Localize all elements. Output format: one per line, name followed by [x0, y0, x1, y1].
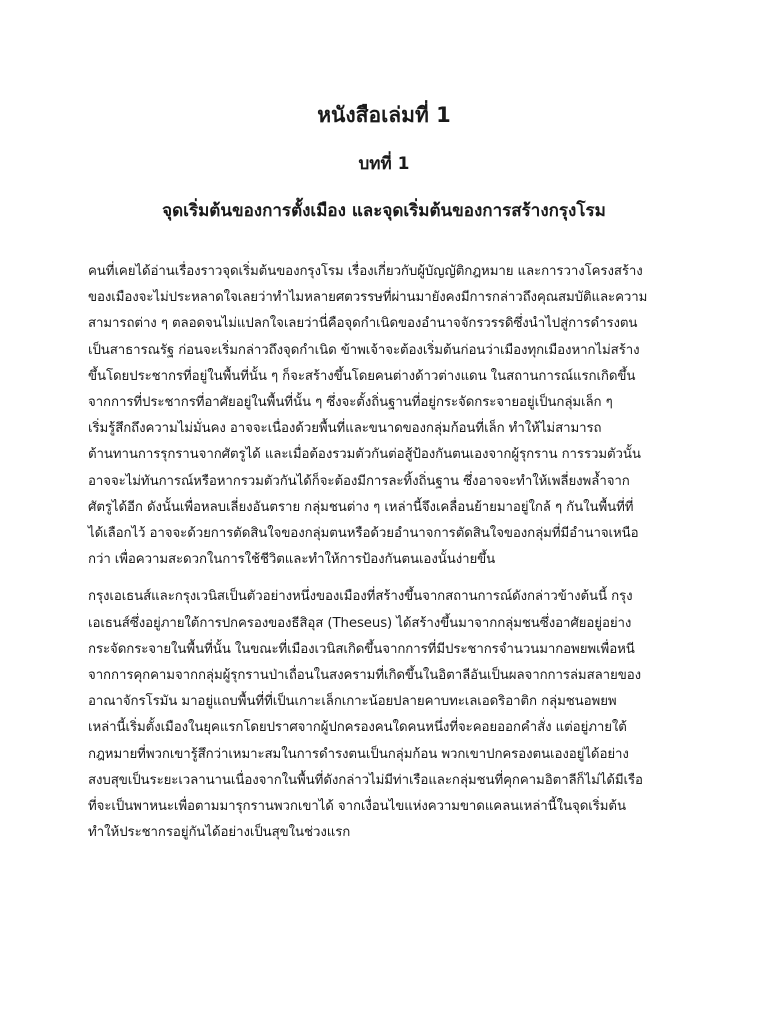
text-line: คนที่เคยได้อ่านเรื่องราวจุดเริ่มต้นของกรุงโรม เรื่องเกี่ยวกับผู้บัญญัติกฎหมาย และการวางโครงสร้าง [88, 264, 643, 279]
paragraph-2 [88, 584, 688, 846]
text-line: อาณาจักรโรมัน มาอยู่แถบพื้นที่ที่เป็นเกาะเล็กเกาะน้อยปลายคาบทะเลเอดริอาติก กลุ่มชนอพยพ [88, 694, 617, 710]
text-line: เอเธนส์ซึ่งอยู่ภายใต้การปกครองของธีสิอุส (Theseus) ได้สร้างขึ้นมาจากกลุ่มชนซึ่งอาศัยอยู่อย่าง [88, 615, 632, 631]
text-line: กระจัดกระจายในพื้นที่นั้น ในขณะที่เมืองเวนิสเกิดขึ้นจากการที่มีประชากรจำนวนมากอพยพเพื่อหนี [88, 641, 635, 657]
book-title: หนังสือเล่มที่ 1 [317, 103, 451, 127]
text-line: ได้เลือกไว้ อาจจะด้วยการตัดสินใจของกลุ่มตนหรือด้วยอำนาจการตัดสินใจของกลุ่มที่มีอำนาจเหนือ [88, 526, 639, 542]
text-line: กฎหมายที่พวกเขารู้สึกว่าเหมาะสมในการดำรงตนเป็นกลุ่มก้อน พวกเขาปกครองตนเองอยู่ได้อย่าง [88, 746, 629, 762]
text-line: สามารถต่าง ๆ ตลอดจนไม่แปลกใจเลยว่านี่คือจุดกำเนิดของอำนาจจักรวรรดิซึ่งนำไปสู่การดำรงตน [88, 316, 638, 332]
paragraph-1 [88, 259, 688, 573]
text-line: อาจจะไม่ทันการณ์หรือหากรวมตัวกันได้ก็จะต้องมีการละทิ้งถิ่นฐาน ซึ่งอาจจะทำให้เพลี่ยงพล้ำจาก [88, 473, 630, 489]
text-line: ต้านทานการรุกรานจากศัตรูได้ และเมื่อต้องรวมตัวกันต่อสู้ป้องกันตนเองจากผู้รุกราน การรวมตัวนั้น [88, 447, 641, 463]
text-line: สงบสุขเป็นระยะเวลานานเนื่องจากในพื้นที่ดังกล่าวไม่มีท่าเรือและกลุ่มชนที่คุกคามอิตาลีก็ไม่ได้มีเรือ [88, 772, 643, 788]
text-line: ขึ้นโดยประชากรที่อยู่ในพื้นที่นั้น ๆ ก็จะสร้างขึ้นโดยคนต่างด้าวต่างแดน ในสถานการณ์แรกเกิดขึ้น [88, 368, 636, 384]
text-line: กว่า เพื่อความสะดวกในการใช้ชีวิตและทำให้การป้องกันตนเองนั้นง่ายขึ้น [88, 552, 496, 568]
text-line: ศัตรูได้อีก ดังนั้นเพื่อหลบเลี่ยงอันตราย กลุ่มชนต่าง ๆ เหล่านี้จึงเคลื่อนย้ายมาอยู่ใกล้ ๆ กันในพื้นที่ที่ [88, 499, 634, 515]
text-line: เหล่านี้เริ่มตั้งเมืองในยุคแรกโดยปราศจากผู้ปกครองคนใดคนหนึ่งที่จะคอยออกคำสั่ง แต่อยู่ภายใต้ [88, 720, 627, 736]
text-line: จากการที่ประชากรที่อาศัยอยู่ในพื้นที่นั้น ๆ ซึ่งจะตั้งถิ่นฐานที่อยู่กระจัดกระจายอยู่เป็นกลุ่มเล็ก ๆ [88, 395, 613, 411]
text-line: ของเมืองจะไม่ประหลาดใจเลยว่าทำไมหลายศตวรรษที่ผ่านมายังคงมีการกล่าวถึงคุณสมบัติและความ [88, 290, 648, 306]
text-line: เริ่มรู้สึกถึงความไม่มั่นคง อาจจะเนื่องด้วยพื้นที่และขนาดของกลุ่มก้อนที่เล็ก ทำให้ไม่สามารถ [88, 421, 602, 437]
text-line: กรุงเอเธนส์และกรุงเวนิสเป็นตัวอย่างหนึ่งของเมืองที่สร้างขึ้นจากสถานการณ์ดังกล่าวข้างต้นนี้ กรุง [88, 589, 633, 605]
text-line: ที่จะเป็นพาหนะเพื่อตามมารุกรานพวกเขาได้ จากเงื่อนไขแห่งความขาดแคลนเหล่านี้ในจุดเริ่มต้น [88, 799, 626, 815]
text-line: จากการคุกคามจากกลุ่มผู้รุกรานป่าเถื่อนในสงครามที่เกิดขึ้นในอิตาลีอันเป็นผลจากการล่มสลายของ [88, 668, 641, 684]
text-line: ทำให้ประชากรอยู่กันได้อย่างเป็นสุขในช่วงแรก [88, 825, 351, 841]
text-line: เป็นสาธารณรัฐ ก่อนจะเริ่มกล่าวถึงจุดกำเนิด ข้าพเจ้าจะต้องเริ่มต้นก่อนว่าเมืองทุกเมืองหากไม่สร้าง [88, 342, 640, 358]
chapter-number: บทที่ 1 [358, 154, 410, 174]
body-text [88, 259, 688, 857]
chapter-title: จุดเริ่มต้นของการตั้งเมือง และจุดเริ่มต้นของการสร้างกรุงโรม [162, 201, 606, 221]
